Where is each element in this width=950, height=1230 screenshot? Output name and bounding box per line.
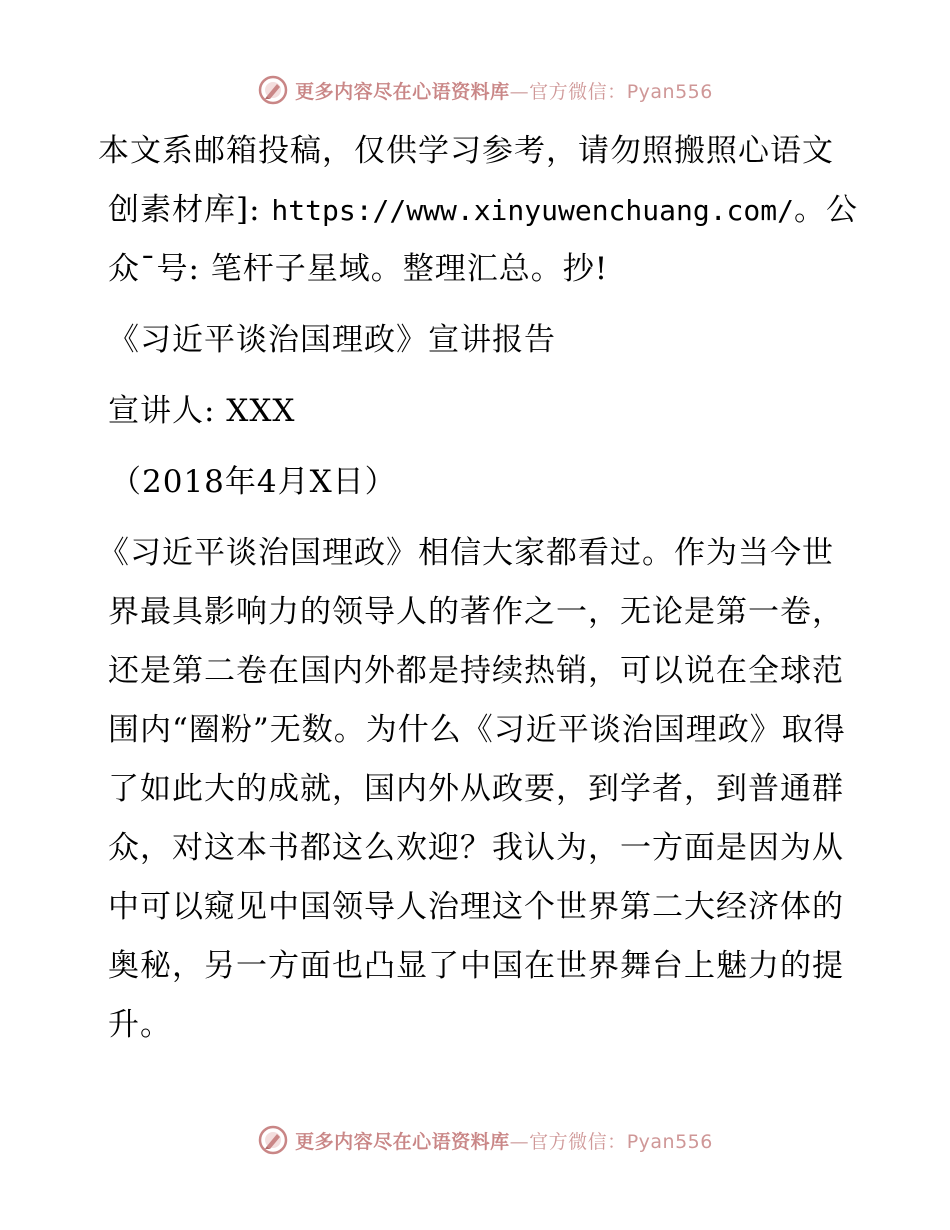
- banner-separator: —: [509, 80, 530, 103]
- banner-site-name: 更多内容尽在心语资料库: [295, 80, 510, 103]
- footer-banner-content: [257, 1124, 713, 1156]
- body-paragraph: 《习近平谈治国理政》相信大家都看过。作为当今世界最具影响力的领导人的著作之一，无论是第一卷，还是第二卷在国内外都是持续热销，可以说在全球范围内“圈粉”无数。为什么《习近平谈治国理政》取得了如此大的成就，国内外从政要，到学者，到普通群众，对这本书都这么欢迎？我认为，一方面是因为从中可以窥见中国领导人治理这个世界第二大经济体的奥秘，另一方面也凸显了中国在世界舞台上魅力的提升。: [98, 535, 846, 1043]
- fountain-pen-circle-icon: [257, 74, 289, 106]
- document-date: （2018年4月X日）: [110, 464, 397, 500]
- header-banner-content: [257, 74, 713, 106]
- document-title: 《习近平谈治国理政》宣讲报告: [108, 322, 556, 358]
- notice-url: https://www.xinyuwenchuang.com/: [271, 194, 794, 227]
- banner-separator: —: [509, 1130, 530, 1153]
- header-banner: [0, 70, 950, 110]
- document-body: [98, 122, 858, 1086]
- banner-wechat-label: 官方微信：: [529, 80, 627, 103]
- notice-text-2: 。公众¯号: 笔杆子星域。整理汇总。抄!: [108, 192, 858, 287]
- banner-wechat-id: Pyan556: [626, 1130, 713, 1153]
- banner-wechat-label: 官方微信：: [529, 1130, 627, 1153]
- copyright-notice: [98, 122, 858, 299]
- banner-text: [295, 1127, 713, 1154]
- footer-banner: [0, 1120, 950, 1160]
- banner-text: [295, 77, 713, 104]
- banner-site-name: 更多内容尽在心语资料库: [295, 1130, 510, 1153]
- banner-wechat-id: Pyan556: [626, 80, 713, 103]
- document-speaker: 宣讲人: XXX: [108, 393, 296, 429]
- notice-text-1: 本文系邮箱投稿，仅供学习参考，请勿照搬照心语文创素材库]:: [98, 133, 834, 228]
- fountain-pen-circle-icon: [257, 1124, 289, 1156]
